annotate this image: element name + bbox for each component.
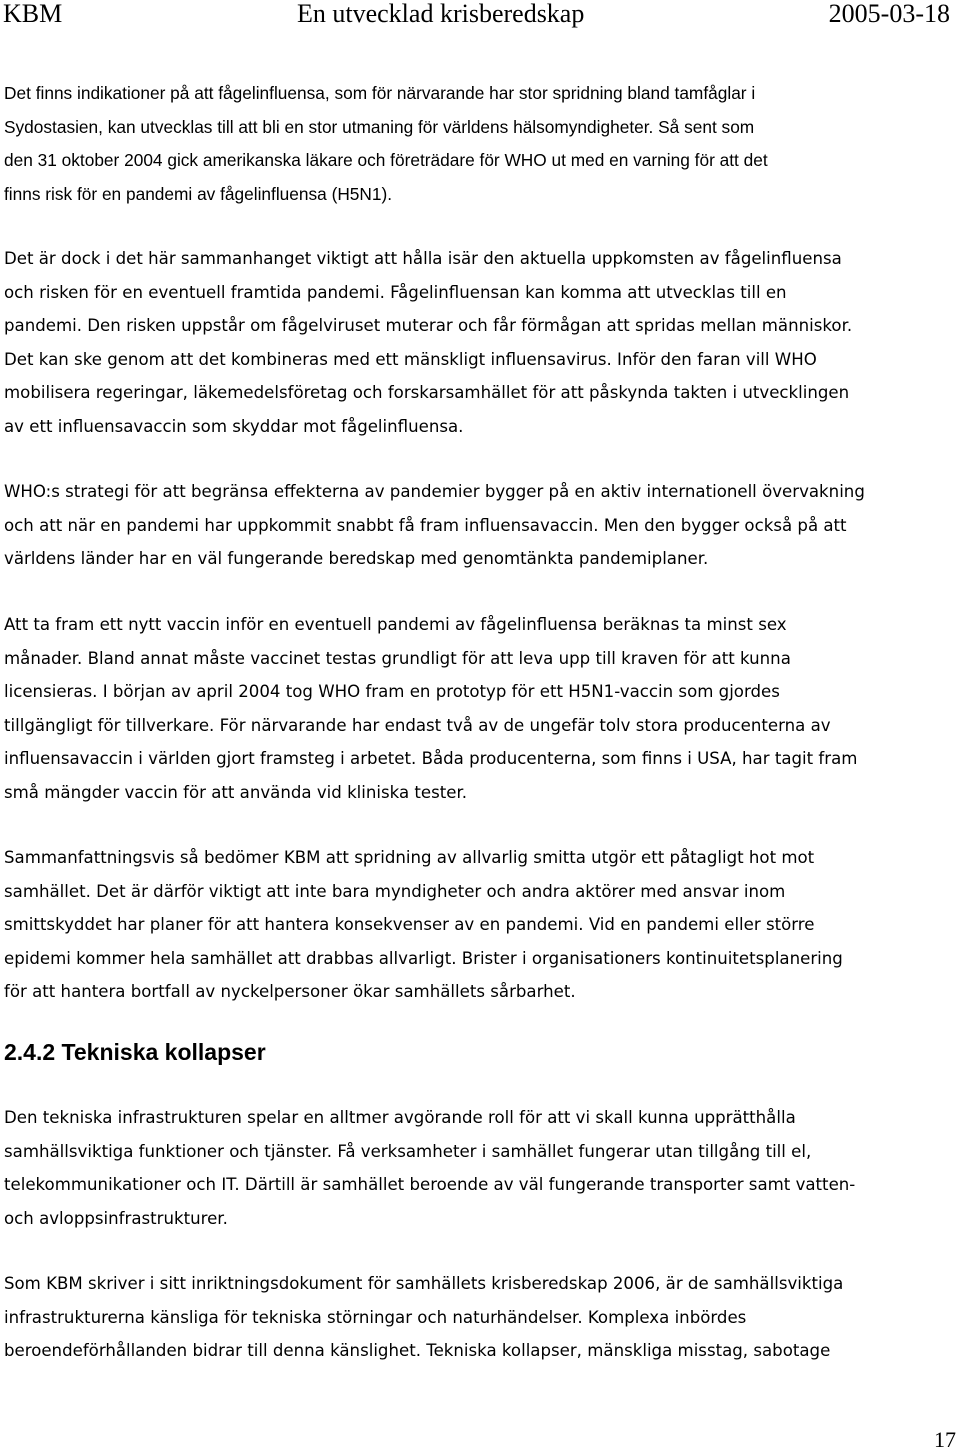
header-document-title: En utvecklad krisberedskap <box>297 0 585 28</box>
paragraph-4 <box>4 608 954 809</box>
paragraph-line: för att hantera bortfall av nyckelpersoner ökar samhällets sårbarhet. <box>4 982 576 1001</box>
paragraph-5 <box>4 841 954 1009</box>
paragraph-line: Som KBM skriver i sitt inriktningsdokument för samhällets krisberedskap 2006, är de samhällsviktiga <box>4 1274 844 1293</box>
paragraph-1 <box>4 77 954 211</box>
paragraph-line: pandemi. Den risken uppstår om fågelviruset muterar och får förmågan att spridas mellan människor. <box>4 316 853 335</box>
paragraph-line: och att när en pandemi har uppkommit snabbt få fram influensavaccin. Men den bygger också på att <box>4 515 847 535</box>
paragraph-line: av ett influensavaccin som skyddar mot fågelinfluensa. <box>4 416 464 436</box>
paragraph-line: världens länder har en väl fungerande beredskap med genomtänkta pandemiplaner. <box>4 549 709 568</box>
paragraph-line: telekommunikationer och IT. Därtill är samhället beroende av väl fungerande transporter samt vatten- <box>4 1175 856 1194</box>
paragraph-line: Det finns indikationer på att fågelinfluensa, som för närvarande har stor spridning bland tamfåglar i <box>4 83 756 103</box>
paragraph-line: Det är dock i det här sammanhanget viktigt att hålla isär den aktuella uppkomsten av fågelinfluensa <box>4 249 842 268</box>
paragraph-line: Det kan ske genom att det kombineras med ett mänskligt influensavirus. Inför den faran vill WHO <box>4 349 817 369</box>
paragraph-line: Sammanfattningsvis så bedömer KBM att spridning av allvarlig smitta utgör ett påtagligt hot mot <box>4 848 815 867</box>
paragraph-2 <box>4 242 954 443</box>
paragraph-line: den 31 oktober 2004 gick amerikanska läkare och företrädare för WHO ut med en varning för att det <box>4 150 768 170</box>
paragraph-line: tillgängligt för tillverkare. För närvarande har endast två av de ungefär tolv stora producenterna av <box>4 715 831 735</box>
paragraph-line: epidemi kommer hela samhället att drabbas allvarligt. Brister i organisationers kontinuitetsplanering <box>4 948 843 968</box>
section-heading: 2.4.2 Tekniska kollapser <box>4 1039 266 1065</box>
paragraph-line: och avloppsinfrastrukturer. <box>4 1208 228 1228</box>
paragraph-line: influensavaccin i världen gjort framsteg i arbetet. Båda producenterna, som finns i USA, har tagit fram <box>4 749 858 768</box>
paragraph-line: licensieras. I början av april 2004 tog WHO fram en prototyp för ett H5N1-vaccin som gjordes <box>4 682 780 701</box>
paragraph-line: Den tekniska infrastrukturen spelar en alltmer avgörande roll för att vi skall kunna upprätthålla <box>4 1108 796 1127</box>
paragraph-line: och risken för en eventuell framtida pandemi. Fågelinfluensan kan komma att utvecklas till en <box>4 282 787 302</box>
header-date: 2005-03-18 <box>828 0 950 28</box>
paragraph-line: smittskyddet har planer för att hantera konsekvenser av en pandemi. Vid en pandemi eller större <box>4 915 815 934</box>
paragraph-line: finns risk för en pandemi av fågelinfluensa (H5N1). <box>4 183 393 204</box>
paragraph-3 <box>4 475 954 576</box>
paragraph-line: Sydostasien, kan utvecklas till att bli en stor utmaning för världens hälsomyndigheter. Så sent som <box>4 116 755 137</box>
page-number: 17 <box>934 1427 956 1452</box>
paragraph-line: mobilisera regeringar, läkemedelsföretag och forskarsamhället för att påskynda takten i utvecklingen <box>4 383 850 402</box>
paragraph-7 <box>4 1267 954 1368</box>
paragraph-line: samhället. Det är därför viktigt att inte bara myndigheter och andra aktörer med ansvar inom <box>4 881 786 901</box>
header-organization: KBM <box>3 0 63 28</box>
paragraph-line: Att ta fram ett nytt vaccin inför en eventuell pandemi av fågelinfluensa beräknas ta minst sex <box>4 615 787 634</box>
paragraph-line: månader. Bland annat måste vaccinet testas grundligt för att leva upp till kraven för att kunna <box>4 648 791 668</box>
paragraph-line: små mängder vaccin för att använda vid kliniska tester. <box>4 782 468 802</box>
page-header <box>0 0 960 40</box>
paragraph-line: samhällsviktiga funktioner och tjänster. Få verksamheter i samhället fungerar utan tillgång till el, <box>4 1141 812 1161</box>
paragraph-6 <box>4 1101 954 1235</box>
paragraph-line: WHO:s strategi för att begränsa effekterna av pandemier bygger på en aktiv internationell övervakning <box>4 482 865 501</box>
paragraph-line: beroendeförhållanden bidrar till denna känslighet. Tekniska kollapser, mänskliga misstag, sabotage <box>4 1341 831 1360</box>
paragraph-line: infrastrukturerna känsliga för tekniska störningar och naturhändelser. Komplexa inbördes <box>4 1307 747 1327</box>
